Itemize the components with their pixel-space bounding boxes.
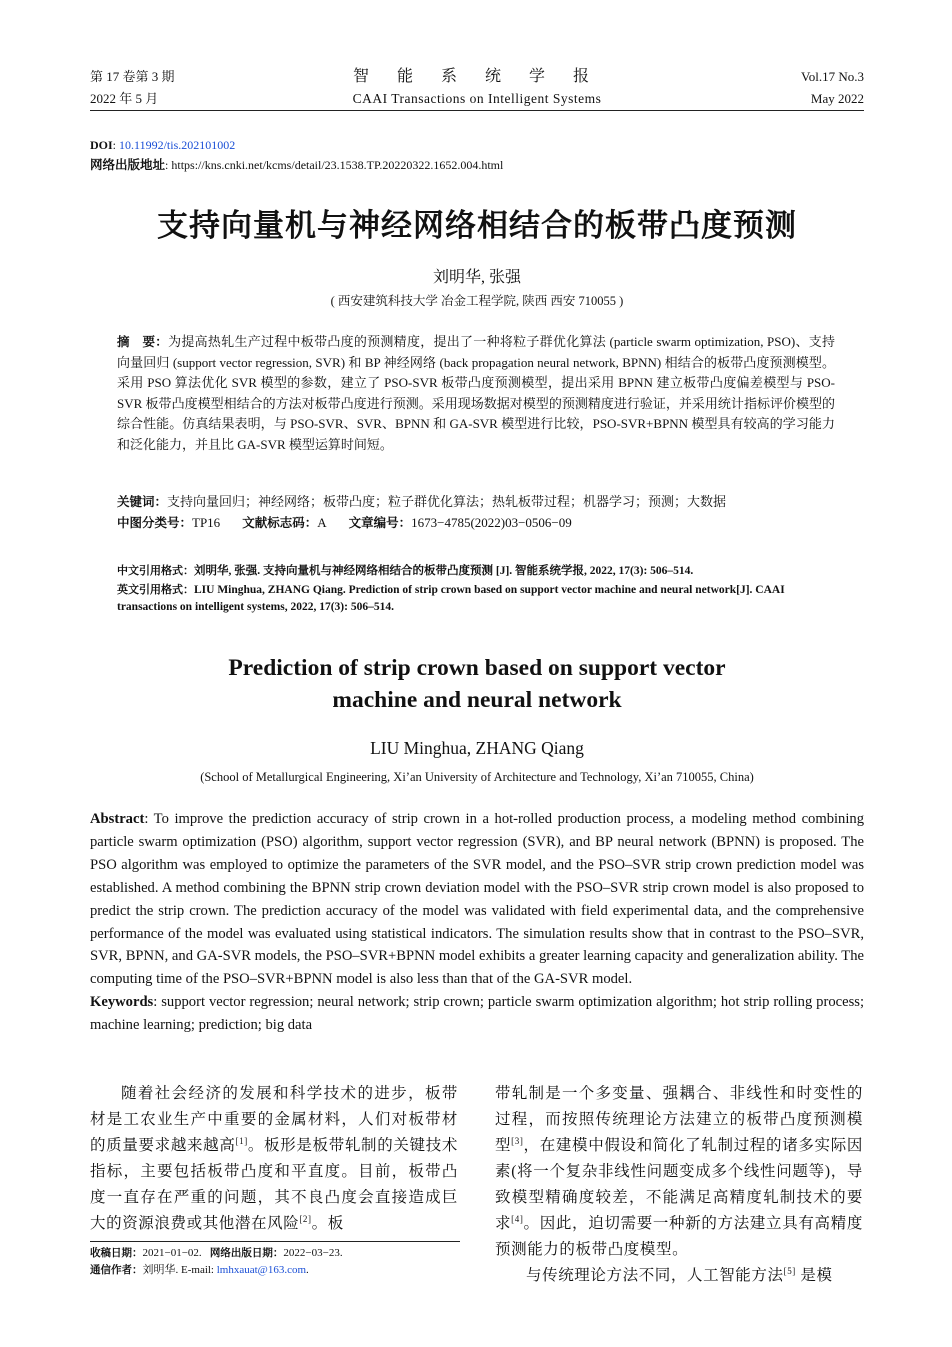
received-date: 2021−01−02. [142,1247,202,1259]
email-link[interactable]: lmhxauat@163.com [216,1264,307,1276]
footnote-corresponding [90,1262,460,1279]
doc-code-label: 文献标志码： [242,515,318,530]
doi-line: DOI: 10.11992/tis.202101002 [90,138,236,152]
header-volume: 第 17 卷第 3 期 [90,69,175,84]
header-journal-name [90,66,864,110]
body-text: ，在建模中假设和简化了轧制过程的诸多实际因素(将一个复杂非线性问题变成多个线性问题等)，导致模型精确度较差，不能满足高精度轧制技术的要求 [495,1137,863,1232]
footnote [90,1245,460,1279]
article-meta [90,136,503,175]
affiliation-cn: ( 西安建筑科技大学 冶金工程学院, 陕西 西安 710055 ) [330,294,624,308]
doi-label: DOI [90,138,113,152]
online-address-url[interactable]: https://kns.cnki.net/kcms/detail/23.1538.TP.20220322.1652.004.html [171,158,504,172]
citation-en-text: LIU Minghua, ZHANG Qiang. Prediction of strip crown based on support vector machine and neural network[J]. CAAI transactions on intelligent systems, 2022, 17(3): 506–514. [117,583,785,613]
keywords-en-label: Keywords [90,994,154,1011]
online-address-line: 网络出版地址: https://kns.cnki.net/kcms/detail/23.1538.TP.20220322.1652.004.html [90,157,504,172]
body-text: 与传统理论方法不同，人工智能方法 [526,1267,784,1284]
abstract-en-para [90,808,864,991]
body-paragraph [495,1263,863,1289]
received-date-label: 收稿日期： [90,1247,143,1259]
citation-en [117,581,835,617]
citation-en-label: 英文引用格式： [117,582,194,596]
affiliation-en: (School of Metallurgical Engineering, Xi’an University of Architecture and Technology, Xi’an 710055, China) [200,770,754,784]
reference-marker[interactable]: [5] [783,1265,796,1276]
reference-marker[interactable]: [2] [299,1213,312,1224]
body-text: 是模 [795,1267,833,1284]
header-date-cn: 2022 年 5 月 [90,91,159,106]
clc-label: 中图分类号： [117,515,193,530]
citation-cn [117,562,835,581]
doc-code-value: A [317,515,327,530]
footnote-divider [90,1241,460,1242]
body-column-right [495,1081,863,1289]
abstract-en-text: : To improve the prediction accuracy of strip crown in a hot-rolled production process, a modeling method combining particle swarm optimization (PSO) algorithm, support vector regression (SVR), and BP neural network (BPNN) is proposed. The PSO algorithm was employed to optimize the parameters of the SVR model, and the PSO–SVR strip crown prediction model was established. A method combining the BPNN strip crown deviation model with the PSO–SVR strip crown model is also proposed to predict the strip crown. The prediction accuracy of the model was validated with field experimental data, and the comprehensive performance of the model was evaluated using statistical indicators. The simulation results show that in contrast to the PSO–SVR, SVR, BPNN, and GA-SVR models, the PSO–SVR+BPNN model exhibits a greater learning capacity and generalization ability. The computing time of the PSO–SVR+BPNN model is also less than that of the GA-SVR model. [90,811,864,988]
journal-name-cn: 智 能 系 统 学 报 [352,68,601,85]
title-en [90,652,864,716]
header-date-en: May 2022 [810,91,864,106]
keywords-cn-label: 关键词： [117,494,168,509]
journal-name-en: CAAI Transactions on Intelligent Systems [352,91,602,106]
authors-cn: 刘明华, 张强 [432,269,521,286]
classification-line [117,513,835,533]
citation-cn-text: 刘明华, 张强. 支持向量机与神经网络相结合的板带凸度预测 [J]. 智能系统学报, 2022, 17(3): 506–514. [194,565,694,577]
footnote-dates [90,1245,460,1262]
body-text: 。板 [311,1215,344,1232]
body-text: 。板形是板带轧制的关键技术指标，主要包括板带凸度和平直度。目前，板带凸度一直存在严重的问题，其不良凸度会直接造成巨大的资源浪费或其他潜在风险 [90,1137,458,1232]
title-en-line1: Prediction of strip crown based on support vector [228,655,726,681]
abstract-cn-text: 为提高热轧生产过程中板带凸度的预测精度，提出了一种将粒子群优化算法 (particle swarm optimization, PSO)、支持向量回归 (support vector regression, SVR) 和 BP 神经网络 (back propagation neural network, BPNN) 相结合的板带凸度预测模型。采用 PSO 算法优化 SVR 模型的参数，建立了 PSO-SVR 板带凸度预测模型，提出采用 BPNN 建立板带凸度偏差模型与 PSO-SVR 板带凸度模型相结合的方法对板带凸度进行预测。采用现场数据对模型的预测精度进行验证，并采用统计指标评价模型的综合性能。仿真结果表明，与 PSO-SVR、SVR、BPNN 和 GA-SVR 模型进行比较，PSO-SVR+BPNN 模型具有较高的学习能力和泛化能力，并且比 GA-SVR 模型运算时间短。 [117,334,835,452]
reference-marker[interactable]: [4] [511,1213,524,1224]
citation-formats [117,562,835,617]
footnote-end: . [306,1264,309,1276]
article-number-value: 1673−4785(2022)03−0506−09 [411,515,572,530]
reference-marker[interactable]: [1] [235,1135,248,1146]
header-divider [90,110,864,111]
body-paragraph [90,1081,458,1237]
running-header [90,66,864,110]
body-column-left [90,1081,458,1237]
citation-cn-label: 中文引用格式： [117,564,194,577]
keywords-cn-text: 支持向量回归；神经网络；板带凸度；粒子群优化算法；热轧板带过程；机器学习；预测；大数据 [167,494,727,509]
title-cn: 支持向量机与神经网络相结合的板带凸度预测 [157,208,797,244]
authors-en: LIU Minghua, ZHANG Qiang [370,738,584,758]
online-date: 2022−03−23. [283,1247,343,1259]
clc-value: TP16 [192,515,221,530]
corresponding-author: 刘明华. E-mail: [142,1264,217,1276]
header-volume-info-en [801,66,864,110]
body-text: 带轧制是一个多变量、强耦合、非线性和时变性的过程，而按照传统理论方法建立的板带凸度预测模型 [495,1085,863,1154]
keywords-en-text: : support vector regression; neural network; strip crown; particle swarm optimization algorithm; hot strip rolling process; machine learning; prediction; big data [90,994,864,1034]
article-number-label: 文章编号： [348,515,412,530]
doi-link[interactable]: 10.11992/tis.202101002 [119,138,236,152]
online-date-label: 网络出版日期： [209,1247,284,1259]
keywords-en-para [90,991,864,1037]
abstract-cn [117,332,835,456]
body-paragraph [495,1081,863,1263]
body-text: 随着社会经济的发展和科学技术的进步，板带材是工农业生产中重要的金属材料，人们对板带材的质量要求越来越高 [90,1085,458,1154]
online-address-label: 网络出版地址 [90,157,166,172]
body-text: 。因此，迫切需要一种新的方法建立具有高精度预测能力的板带凸度模型。 [495,1215,863,1258]
reference-marker[interactable]: [3] [511,1135,524,1146]
corresponding-author-label: 通信作者： [90,1264,143,1276]
abstract-cn-label: 摘 要： [117,334,169,349]
header-volume-en: Vol.17 No.3 [801,69,864,84]
keywords-cn [117,492,835,512]
abstract-en [90,808,864,1037]
title-en-line2: machine and neural network [332,687,622,713]
abstract-en-label: Abstract [90,811,145,827]
